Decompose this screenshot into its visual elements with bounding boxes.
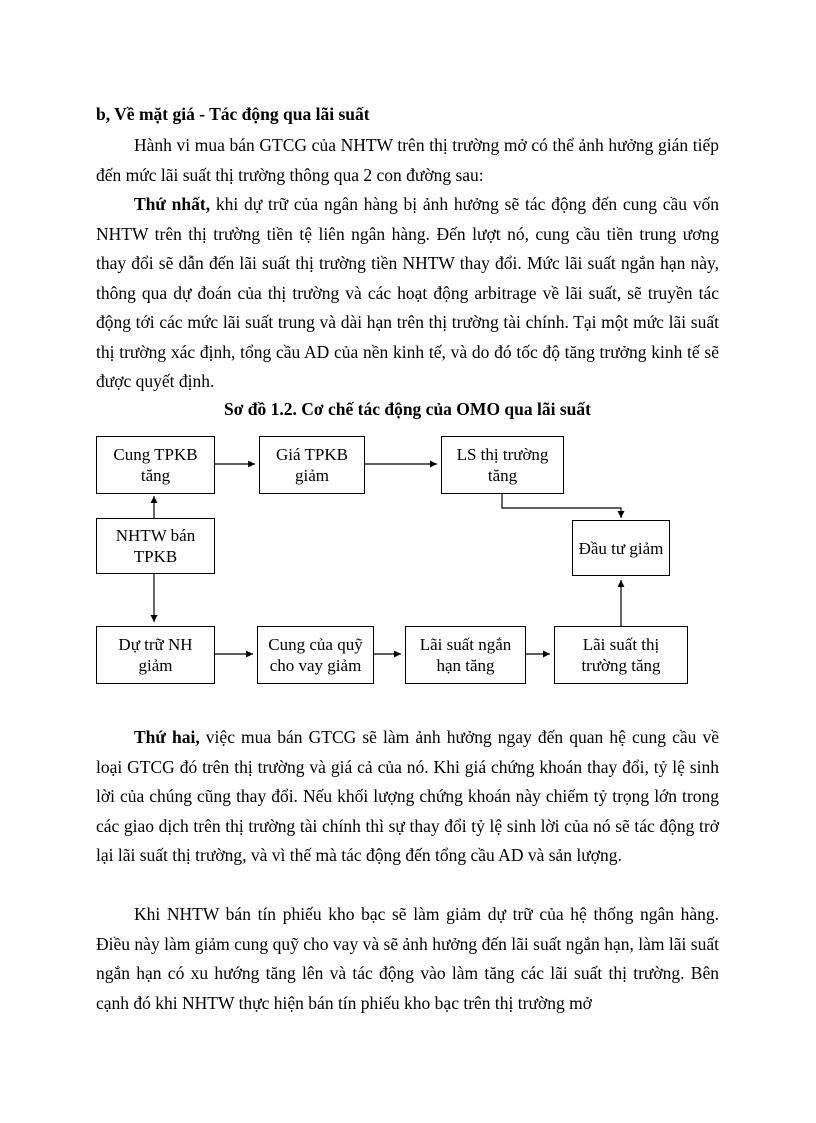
box-ls-thi-truong-2: Lãi suất thị trường tăng: [554, 626, 688, 684]
first-text: khi dự trữ của ngân hàng bị ảnh hưởng sẽ tác động đến cung cầu vốn NHTW trên thị trường tiền tệ liên ngân hàng. Đến lượt nó, cung cầu tiền trung ương thay đổi sẽ dẫn đến lãi suất thị trường tiền NHTW thay đổi. Mức lãi suất ngắn hạn này, thông qua dự đoán của thị trường và các hoạt động arbitrage về lãi suất, sẽ truyền tác động tới các mức lãi suất trung và dài hạn trên thị trường tài chính. Tại một mức lãi suất thị trường xác định, tổng cầu AD của nền kinh tế, và do đó tốc độ tăng trưởng kinh tế sẽ được quyết định.: [96, 194, 719, 391]
third-paragraph: Khi NHTW bán tín phiếu kho bạc sẽ làm giảm dự trữ của hệ thống ngân hàng. Điều này làm giảm cung quỹ cho vay và sẽ ảnh hưởng đến lãi suất ngắn hạn, làm lãi suất ngắn hạn có xu hướng tăng lên và tác động vào làm tăng các lãi suất thị trường. Bên cạnh đó khi NHTW thực hiện bán tín phiếu kho bạc trên thị trường mở: [96, 904, 719, 1013]
second-paragraph: [96, 723, 719, 871]
box-cung-quy: Cung của quỹ cho vay giảm: [257, 626, 374, 684]
box-nhtw-ban: NHTW bán TPKB: [96, 518, 215, 574]
box-cung-tpkb: Cung TPKB tăng: [96, 436, 215, 494]
first-lead: Thứ nhất,: [134, 194, 211, 214]
box-ls-ngan-han: Lãi suất ngắn hạn tăng: [405, 626, 526, 684]
box-ls-thi-truong: LS thị trường tăng: [441, 436, 564, 494]
box-du-tru: Dự trữ NH giảm: [96, 626, 215, 684]
second-text: việc mua bán GTCG sẽ làm ảnh hưởng ngay đến quan hệ cung cầu về loại GTCG đó trên thị trường và giá cả của nó. Khi giá chứng khoán thay đổi, tỷ lệ sinh lời của chúng cũng thay đổi. Nếu khối lượng chứng khoán này chiếm tỷ trọng lớn trong các giao dịch trên thị trường tài chính thì sự thay đổi tỷ lệ sinh lời của nó sẽ tác động trở lại lãi suất thị trường, và vì thế mà tác động đến tổng cầu AD và sản lượng.: [96, 727, 719, 865]
section-heading: b, Về mặt giá - Tác động qua lãi suất: [96, 104, 370, 124]
diagram-caption: Sơ đồ 1.2. Cơ chế tác động của OMO qua lãi suất: [224, 399, 591, 419]
arrow-ls-to-dautu: [502, 494, 621, 518]
intro-paragraph: Hành vi mua bán GTCG của NHTW trên thị trường mở có thể ảnh hưởng gián tiếp đến mức lãi suất thị trường thông qua 2 con đường sau:: [96, 135, 719, 185]
second-lead: Thứ hai,: [134, 727, 200, 747]
box-gia-tpkb: Giá TPKB giảm: [259, 436, 365, 494]
box-dau-tu: Đầu tư giảm: [572, 520, 670, 576]
